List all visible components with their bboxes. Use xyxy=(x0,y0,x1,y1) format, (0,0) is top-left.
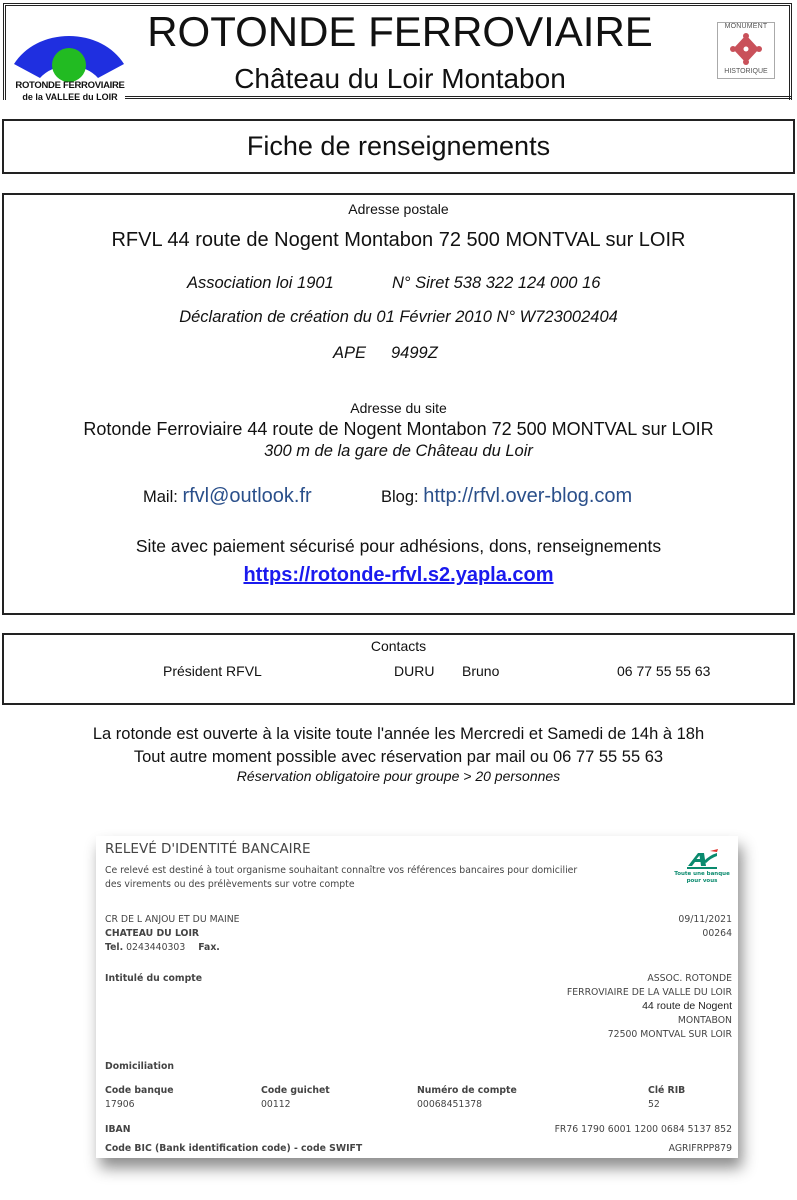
monument-historique-icon xyxy=(730,32,762,66)
blog-link[interactable]: http://rfvl.over-blog.com xyxy=(423,485,633,507)
contact-role: Président RFVL xyxy=(163,663,262,679)
tel-label: Tel. xyxy=(105,942,124,953)
site-label: Adresse du site xyxy=(350,400,447,416)
monument-label: MONUMENT xyxy=(724,23,768,30)
cle-rib-value: 52 xyxy=(648,1099,660,1110)
mail-link[interactable]: rfvl@outlook.fr xyxy=(182,485,312,507)
bic-label: Code BIC (Bank identification code) - code SWIFT xyxy=(105,1143,363,1154)
logo-text-line2: de la VALLEE du LOIR xyxy=(22,92,118,102)
cle-rib-label: Clé RIB xyxy=(648,1085,686,1096)
fax-label: Fax. xyxy=(198,942,220,953)
blog-label: Blog: xyxy=(381,488,419,506)
tel-row xyxy=(105,942,220,953)
holder-line-2: FERROVIAIRE DE LA VALLE DU LOIR xyxy=(566,987,732,998)
code-banque-value: 17906 xyxy=(105,1099,135,1110)
blog-row xyxy=(381,485,632,508)
header-divider xyxy=(125,96,792,99)
payment-url-row xyxy=(2,564,795,587)
rib-date: 09/11/2021 xyxy=(678,914,732,925)
holder-line-3: 44 route de Nogent xyxy=(642,1000,732,1012)
payment-text: Site avec paiement sécurisé pour adhésions, dons, renseignements xyxy=(135,536,662,556)
holder-line-4: MONTABON xyxy=(677,1015,732,1026)
page-subtitle: Château du Loir Montabon xyxy=(234,63,566,94)
site-distance: 300 m de la gare de Château du Loir xyxy=(264,442,533,460)
contact-last-name: DURU xyxy=(394,663,435,679)
credit-agricole-logo-icon xyxy=(684,849,720,869)
tel-value: 0243440303 xyxy=(126,942,186,953)
postal-label: Adresse postale xyxy=(348,201,449,217)
site-address: Rotonde Ferroviaire 44 route de Nogent Montabon 72 500 MONTVAL sur LOIR xyxy=(83,419,714,439)
bic-value: AGRIFRPP879 xyxy=(668,1143,732,1154)
mail-row xyxy=(143,485,312,508)
mail-label: Mail: xyxy=(143,488,178,506)
logo-circle xyxy=(52,48,86,82)
iban-value: FR76 1790 6001 1200 0684 5137 852 xyxy=(554,1124,732,1135)
postal-address: RFVL 44 route de Nogent Montabon 72 500 MONTVAL sur LOIR xyxy=(111,229,686,251)
ape-label: APE xyxy=(333,344,367,362)
fiche-title: Fiche de renseignements xyxy=(246,131,551,161)
bank-slogan-line1: Toute une banque xyxy=(674,871,730,877)
code-banque-label: Code banque xyxy=(105,1085,174,1096)
domiciliation-label: Domiciliation xyxy=(105,1061,174,1072)
holder-line-1: ASSOC. ROTONDE xyxy=(647,973,732,984)
iban-label: IBAN xyxy=(105,1124,131,1135)
historique-label: HISTORIQUE xyxy=(724,68,768,75)
siret-number: N° Siret 538 322 124 000 16 xyxy=(392,274,601,292)
visit-hours: La rotonde est ouverte à la visite toute l'année les Mercredi et Samedi de 14h à 18h xyxy=(92,725,705,743)
rib-intro-line1: Ce relevé est destiné à tout organisme souhaitant connaître vos références bancaires pour domicilier xyxy=(105,865,578,876)
page-title: ROTONDE FERROVIAIRE xyxy=(147,8,653,55)
bank-slogan-line2: pour vous xyxy=(686,878,718,884)
visit-reservation: Tout autre moment possible avec réservation par mail ou 06 77 55 55 63 xyxy=(133,748,664,766)
bank-name: CR DE L ANJOU ET DU MAINE xyxy=(105,914,240,925)
code-guichet-value: 00112 xyxy=(261,1099,291,1110)
account-number-label: Numéro de compte xyxy=(417,1085,517,1096)
declaration: Déclaration de création du 01 Février 2010 N° W723002404 xyxy=(179,308,618,326)
rib-document xyxy=(96,836,738,1158)
contact-phone: 06 77 55 55 63 xyxy=(617,663,711,679)
rib-title: RELEVÉ D'IDENTITÉ BANCAIRE xyxy=(105,841,311,857)
ape-value: 9499Z xyxy=(391,344,438,362)
contacts-label: Contacts xyxy=(370,638,427,654)
account-number-value: 00068451378 xyxy=(417,1099,483,1110)
branch-name: CHATEAU DU LOIR xyxy=(105,928,200,939)
visit-group-note: Réservation obligatoire pour groupe > 20 personnes xyxy=(236,768,561,784)
rib-code: 00264 xyxy=(702,928,732,939)
holder-line-5: 72500 MONTVAL SUR LOIR xyxy=(607,1029,732,1040)
account-title-label: Intitulé du compte xyxy=(105,973,202,984)
association-type: Association loi 1901 xyxy=(187,274,334,292)
rib-intro-line2: des virements ou des prélèvements sur votre compte xyxy=(105,879,355,890)
logo-text-line1: ROTONDE FERROVIAIRE xyxy=(15,80,125,91)
contact-first-name: Bruno xyxy=(462,663,500,679)
payment-url-link[interactable]: https://rotonde-rfvl.s2.yapla.com xyxy=(243,564,554,586)
code-guichet-label: Code guichet xyxy=(261,1085,330,1096)
